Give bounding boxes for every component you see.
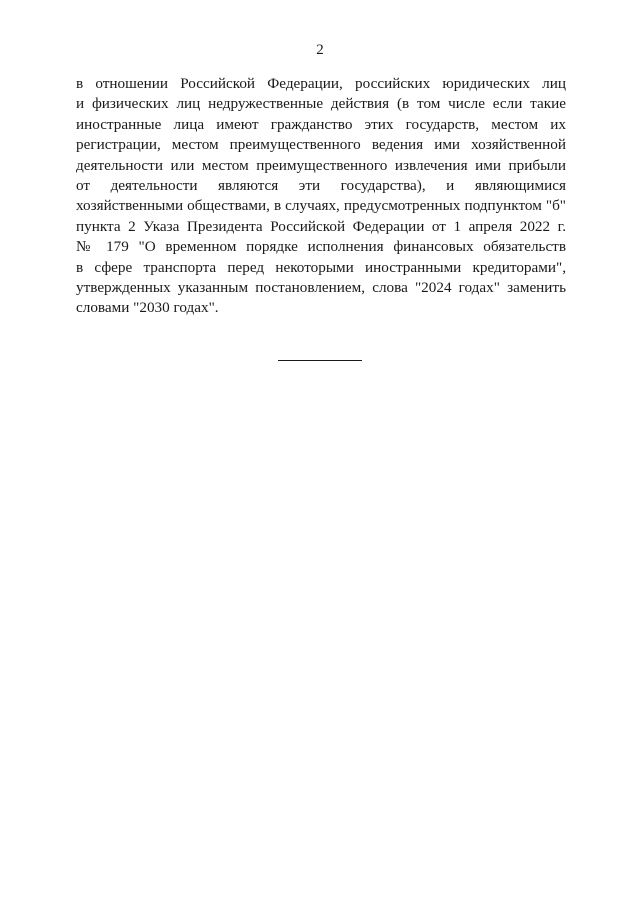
paragraph-line: утвержденных указанным постановлением, слова "2024 годах" заменить bbox=[76, 278, 566, 296]
document-end-rule bbox=[278, 360, 362, 361]
paragraph-line: пункта 2 Указа Президента Российской Федерации от 1 апреля 2022 г. bbox=[76, 217, 566, 235]
paragraph-line: иностранные лица имеют гражданство этих государств, местом их bbox=[76, 115, 566, 133]
paragraph-line: № 179 "О временном порядке исполнения финансовых обязательств bbox=[76, 238, 566, 256]
paragraph-line: деятельности или местом преимущественного извлечения ими прибыли bbox=[76, 156, 566, 174]
body-paragraph bbox=[76, 74, 566, 319]
paragraph-line: регистрации, местом преимущественного ведения ими хозяйственной bbox=[76, 136, 566, 154]
paragraph-line: хозяйственными обществами, в случаях, предусмотренных подпунктом "б" bbox=[76, 197, 566, 215]
paragraph-line: словами "2030 годах". bbox=[76, 299, 219, 317]
paragraph-line: и физических лиц недружественные действия (в том числе если такие bbox=[76, 95, 566, 113]
paragraph-line: от деятельности являются эти государства), и являющимися bbox=[76, 176, 566, 194]
paragraph-line: в сфере транспорта перед некоторыми иностранными кредиторами", bbox=[76, 258, 566, 276]
paragraph-line: в отношении Российской Федерации, российских юридических лиц bbox=[76, 75, 566, 92]
page-number: 2 bbox=[316, 42, 324, 58]
